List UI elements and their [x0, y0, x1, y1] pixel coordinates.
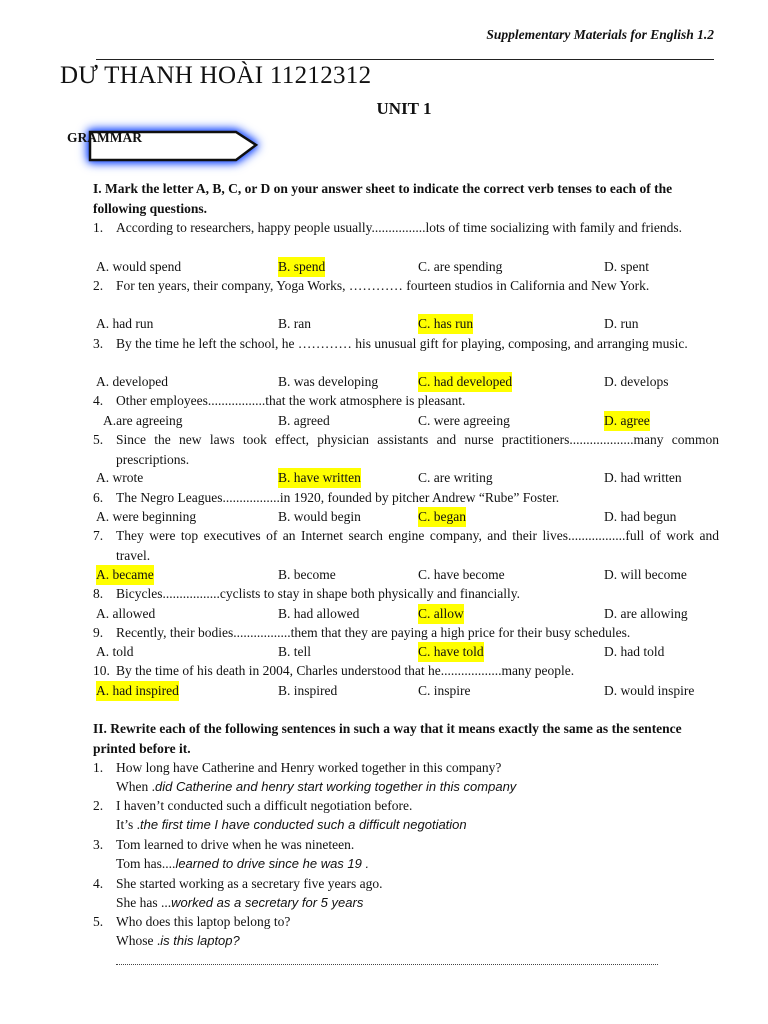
rewrite-question-1	[93, 758, 501, 777]
item-number: 1.	[93, 760, 104, 775]
question-number: 1.	[93, 220, 104, 235]
header-rule	[96, 59, 714, 60]
option-d[interactable]: D. agree	[604, 411, 650, 431]
options-row-3	[96, 372, 736, 392]
student-name-line: DƯ THANH HOÀI 11212312	[60, 62, 372, 89]
question-9	[93, 623, 719, 643]
question-number: 8.	[93, 586, 104, 601]
option-d[interactable]: D. had told	[604, 644, 665, 659]
rewrite-question-4	[93, 874, 383, 893]
option-b[interactable]: B. ran	[278, 316, 311, 331]
rewrite-question-3	[93, 835, 354, 854]
question-text: For ten years, their company, Yoga Works, ………… fourteen studios in California and New York.	[116, 278, 650, 293]
option-a[interactable]: A. allowed	[96, 606, 156, 621]
option-a[interactable]: A.are agreeing	[103, 413, 183, 428]
option-d[interactable]: D. are allowing	[604, 606, 688, 621]
answer-prefix: When .	[116, 779, 155, 794]
option-b[interactable]: B. tell	[278, 644, 311, 659]
rewrite-question-5	[93, 912, 290, 931]
answer-text[interactable]: is this laptop?	[160, 933, 240, 948]
options-row-6	[96, 507, 736, 527]
option-c[interactable]: C. began	[418, 507, 466, 527]
option-d[interactable]: D. had written	[604, 470, 682, 485]
item-number: 2.	[93, 798, 104, 813]
option-a[interactable]: A. became	[96, 565, 154, 585]
question-text: Who does this laptop belong to?	[116, 914, 291, 929]
option-b[interactable]: B. would begin	[278, 509, 361, 524]
option-d[interactable]: D. would inspire	[604, 683, 695, 698]
dotted-answer-line	[116, 954, 658, 965]
option-b[interactable]: B. become	[278, 567, 336, 582]
question-number: 4.	[93, 393, 104, 408]
question-text: The Negro Leagues.................in 1920, founded by pitcher Andrew “Rube” Foster.	[116, 490, 560, 505]
rewrite-answer-4	[116, 893, 363, 912]
question-1	[93, 218, 719, 238]
options-row-4	[96, 411, 736, 431]
question-text: She started working as a secretary five years ago.	[116, 876, 383, 891]
question-number: 2.	[93, 278, 104, 293]
option-a[interactable]: A. were beginning	[96, 509, 197, 524]
option-c[interactable]: C. have become	[418, 567, 505, 582]
question-text: How long have Catherine and Henry worked together in this company?	[116, 760, 502, 775]
question-10	[93, 661, 719, 681]
option-a[interactable]: A. would spend	[96, 259, 182, 274]
question-text: According to researchers, happy people usually................lots of time socializing with family and friends.	[116, 220, 682, 235]
option-a[interactable]: A. wrote	[96, 470, 144, 485]
question-5	[93, 430, 719, 469]
question-number: 7.	[93, 528, 104, 543]
question-text: By the time of his death in 2004, Charles understood that he..................many people.	[116, 663, 575, 678]
rewrite-answer-3	[116, 854, 369, 873]
option-d[interactable]: D. had begun	[604, 509, 677, 524]
option-b[interactable]: B. agreed	[278, 413, 330, 428]
question-number: 6.	[93, 490, 104, 505]
answer-text[interactable]: did Catherine and henry start working together in this company	[154, 779, 517, 794]
option-c[interactable]: C. are spending	[418, 259, 503, 274]
option-c[interactable]: C. allow	[418, 604, 464, 624]
option-b[interactable]: B. spend	[278, 257, 325, 277]
option-b[interactable]: B. had allowed	[278, 606, 360, 621]
question-text: Other employees.................that the work atmosphere is pleasant.	[116, 393, 466, 408]
option-c[interactable]: C. are writing	[418, 470, 493, 485]
question-text: Recently, their bodies.................them that they are paying a high price for their busy schedules.	[116, 625, 631, 640]
question-number: 5.	[93, 432, 104, 447]
option-b[interactable]: B. have written	[278, 468, 361, 488]
question-text: By the time he left the school, he ………… his unusual gift for playing, composing, and arranging music.	[116, 336, 688, 351]
option-b[interactable]: B. inspired	[278, 683, 338, 698]
option-d[interactable]: D. run	[604, 316, 639, 331]
question-text: They were top executives of an Internet search engine company, and their lives.................full of work and travel.	[116, 528, 719, 563]
question-3	[93, 334, 719, 354]
option-c[interactable]: C. inspire	[418, 683, 471, 698]
item-number: 4.	[93, 876, 104, 891]
item-number: 5.	[93, 914, 104, 929]
rewrite-question-2	[93, 796, 412, 815]
option-a[interactable]: A. had run	[96, 316, 154, 331]
option-a[interactable]: A. had inspired	[96, 681, 179, 701]
question-text: Tom learned to drive when he was nineteen.	[116, 837, 355, 852]
question-text: Bicycles.................cyclists to stay in shape both physically and financially.	[116, 586, 521, 601]
rewrite-answer-2	[116, 815, 467, 834]
options-row-1	[96, 257, 736, 277]
answer-prefix: It’s .	[116, 817, 141, 832]
answer-text[interactable]: learned to drive since he was 19 .	[175, 856, 370, 871]
rewrite-answer-5	[116, 931, 240, 950]
section1-instruction: I. Mark the letter A, B, C, or D on your answer sheet to indicate the correct verb tenses to each of the following questions.	[93, 181, 673, 216]
question-7	[93, 526, 719, 565]
question-6	[93, 488, 719, 508]
answer-prefix: She has ...	[116, 895, 172, 910]
answer-prefix: Whose .	[116, 933, 161, 948]
unit-title: UNIT 1	[376, 99, 432, 118]
question-8	[93, 584, 719, 604]
option-b[interactable]: B. was developing	[278, 374, 379, 389]
question-number: 10.	[93, 663, 110, 678]
option-c[interactable]: C. were agreeing	[418, 413, 510, 428]
options-row-8	[96, 604, 736, 624]
question-number: 3.	[93, 336, 104, 351]
options-row-10	[96, 681, 736, 701]
question-4	[93, 391, 719, 411]
options-row-7	[96, 565, 736, 585]
option-a[interactable]: A. told	[96, 644, 134, 659]
grammar-label: GRAMMAR	[67, 130, 142, 145]
header-title: Supplementary Materials for English 1.2	[486, 27, 714, 42]
answer-text[interactable]: worked as a secretary for 5 years	[171, 895, 364, 910]
option-c[interactable]: C. has run	[418, 314, 473, 334]
options-row-9	[96, 642, 736, 662]
option-c[interactable]: C. had developed	[418, 372, 512, 392]
rewrite-answer-1	[116, 777, 516, 796]
option-d[interactable]: D. develops	[604, 374, 669, 389]
option-d[interactable]: D. spent	[604, 259, 649, 274]
answer-text[interactable]: the first time I have conducted such a difficult negotiation	[140, 817, 467, 832]
answer-prefix: Tom has....	[116, 856, 176, 871]
question-number: 9.	[93, 625, 104, 640]
option-c[interactable]: C. have told	[418, 642, 484, 662]
options-row-2	[96, 314, 736, 334]
question-text: Since the new laws took effect, physician assistants and nurse practitioners...................many common prescriptions.	[116, 432, 719, 467]
option-a[interactable]: A. developed	[96, 374, 168, 389]
question-2	[93, 276, 719, 296]
options-row-5	[96, 468, 736, 488]
question-text: I haven’t conducted such a difficult negotiation before.	[116, 798, 413, 813]
section2-instruction: II. Rewrite each of the following sentences in such a way that it means exactly the same as the sentence printed before it.	[93, 721, 682, 756]
option-d[interactable]: D. will become	[604, 567, 687, 582]
item-number: 3.	[93, 837, 104, 852]
